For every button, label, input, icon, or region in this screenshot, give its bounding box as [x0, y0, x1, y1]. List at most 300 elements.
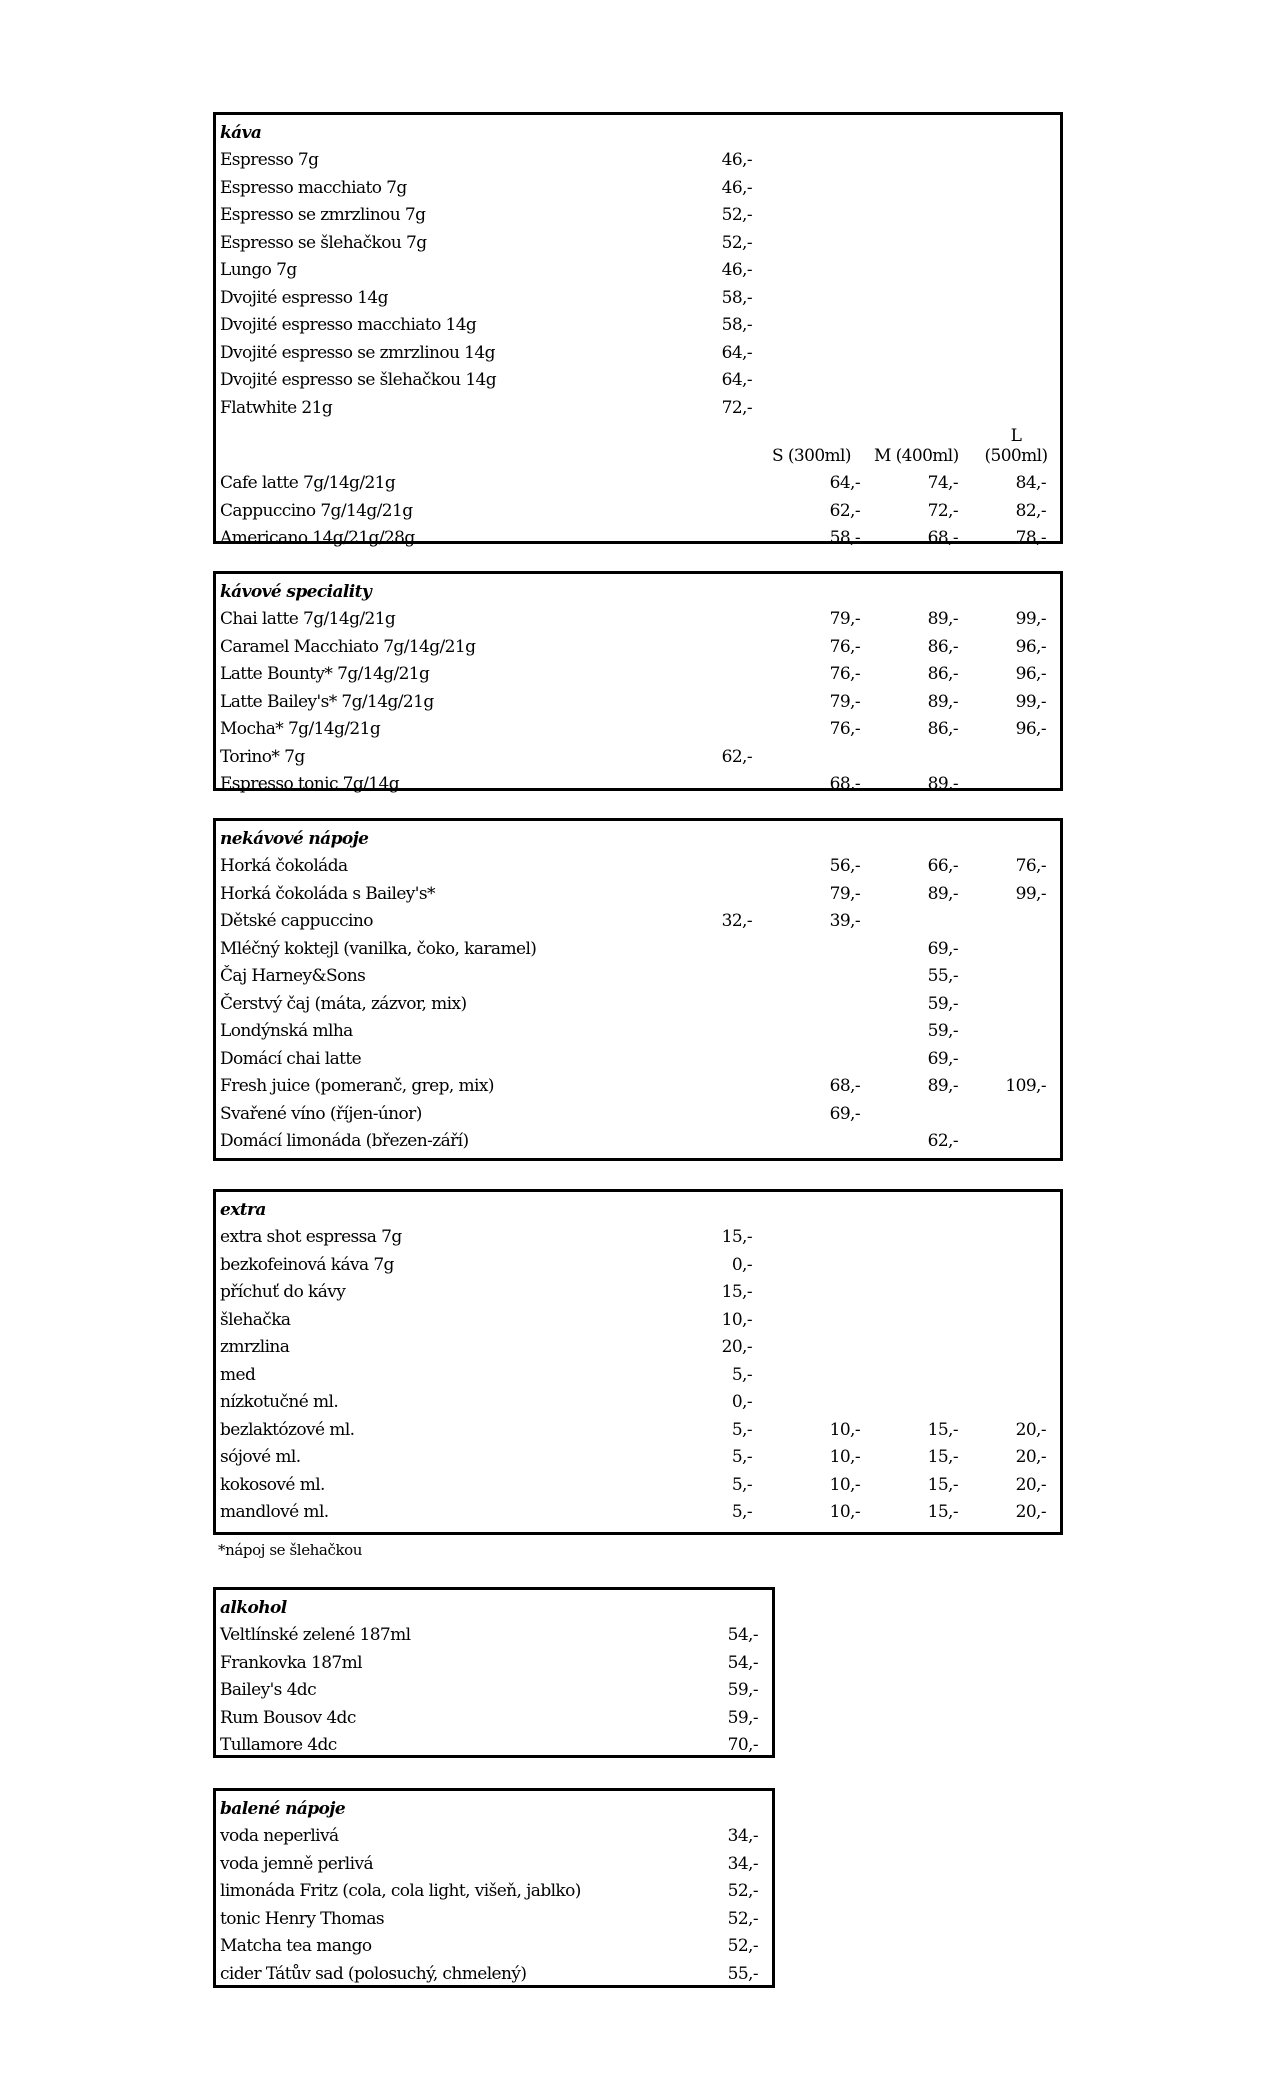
menu-item-row: [216, 308, 1060, 336]
price-base: 5,-: [731, 1419, 752, 1440]
price-medium: 86,-: [927, 719, 958, 739]
size-header-medium: M (400ml): [874, 445, 959, 466]
price-base: 5,-: [731, 1447, 752, 1467]
header-spacer: [706, 418, 766, 466]
menu-item-row: [216, 198, 1060, 226]
price-base: 20,-: [721, 1337, 752, 1357]
price-base: 52,-: [727, 1936, 758, 1956]
price-base: 62,-: [721, 746, 752, 767]
price-base: 15,-: [721, 1227, 752, 1247]
item-name: Fresh juice (pomeranč, grep, mix): [220, 1076, 494, 1096]
menu-item-row: [216, 931, 1060, 959]
price-small: [766, 198, 874, 226]
price-medium: 86,-: [927, 636, 958, 657]
price-small: 68,-: [829, 774, 860, 794]
item-name: Cappuccino 7g/14g/21g: [220, 500, 413, 521]
price-large: 84,-: [1015, 473, 1046, 493]
item-name: Frankovka 187ml: [220, 1652, 362, 1673]
price-medium: 89,-: [927, 691, 958, 712]
price-large: [972, 1247, 1060, 1275]
price-small: 69,-: [829, 1103, 860, 1124]
price-base: [706, 466, 766, 494]
price-base: 32,-: [721, 911, 752, 931]
price-small: [766, 1124, 874, 1152]
menu-item-row: [216, 959, 1060, 987]
price-base: [706, 684, 766, 712]
menu-item-row: [216, 1956, 772, 1984]
menu-item-row: [216, 1014, 1060, 1042]
price-large: [972, 1302, 1060, 1330]
price-small: [766, 225, 874, 253]
size-header-large-label: L: [1010, 425, 1022, 446]
specialities-table: [216, 574, 1060, 794]
menu-item-row: [216, 767, 1060, 795]
section-bottled: [213, 1788, 775, 1988]
item-name: Espresso macchiato 7g: [220, 177, 407, 198]
price-medium: 86,-: [927, 664, 958, 684]
item-name: Torino* 7g: [220, 746, 305, 767]
price-small: [766, 143, 874, 171]
price-small: 68,-: [829, 1076, 860, 1096]
section-title-row: [216, 1791, 772, 1819]
price-base: 5,-: [731, 1502, 752, 1522]
item-name: Mléčný koktejl (vanilka, čoko, karamel): [220, 938, 537, 959]
price-large: 82,-: [1015, 500, 1046, 521]
item-name: nízkotučné ml.: [220, 1392, 339, 1412]
extra-table: [216, 1192, 1060, 1522]
price-small: 76,-: [829, 636, 860, 657]
item-name: Horká čokoláda s Bailey's*: [220, 883, 435, 904]
kava-table: [216, 115, 1060, 548]
item-name: Flatwhite 21g: [220, 397, 333, 418]
price-base: 0,-: [731, 1392, 752, 1412]
section-specialities: [213, 571, 1063, 794]
price-base: 70,-: [727, 1735, 758, 1755]
price-large: [972, 363, 1060, 391]
price-medium: 72,-: [927, 500, 958, 521]
item-name: Americano 14g/21g/28g: [220, 528, 415, 548]
section-title-row: [216, 115, 1060, 143]
menu-item-row: [216, 1124, 1060, 1152]
price-medium: [874, 1275, 972, 1303]
menu-item-row: [216, 225, 1060, 253]
menu-item-row: [216, 1728, 772, 1756]
price-medium: 59,-: [927, 1021, 958, 1041]
price-base: 54,-: [727, 1625, 758, 1645]
price-large: 20,-: [1015, 1502, 1046, 1522]
price-base: 52,-: [727, 1881, 758, 1901]
price-large: [972, 198, 1060, 226]
price-medium: [874, 1385, 972, 1413]
menu-item-row: [216, 986, 1060, 1014]
price-large: [972, 225, 1060, 253]
menu-item-row: [216, 1645, 772, 1673]
price-large: [972, 904, 1060, 932]
price-medium: [874, 363, 972, 391]
price-base: [706, 767, 766, 795]
menu-item-row: [216, 712, 1060, 740]
price-small: [766, 390, 874, 418]
item-name: Svařené víno (říjen-únor): [220, 1103, 422, 1124]
price-large: [972, 1041, 1060, 1069]
price-small: [766, 1330, 874, 1358]
price-base: 64,-: [721, 342, 752, 363]
menu-item-row: [216, 170, 1060, 198]
item-name: tonic Henry Thomas: [220, 1908, 385, 1929]
price-medium: 15,-: [927, 1502, 958, 1522]
price-small: [766, 308, 874, 336]
price-base: [706, 1096, 766, 1124]
price-small: [766, 1302, 874, 1330]
price-medium: 15,-: [927, 1474, 958, 1495]
section-extra: [213, 1189, 1063, 1535]
menu-item-row: [216, 1467, 1060, 1495]
item-name: Čaj Harney&Sons: [220, 966, 366, 986]
section-title: extra: [220, 1199, 266, 1220]
section-alcohol: [213, 1587, 775, 1758]
item-name: Latte Bailey's* 7g/14g/21g: [220, 691, 434, 712]
price-base: [706, 849, 766, 877]
menu-item-row: [216, 1901, 772, 1929]
price-medium: 15,-: [927, 1447, 958, 1467]
item-name: Horká čokoláda: [220, 856, 348, 876]
price-medium: [874, 253, 972, 281]
item-name: zmrzlina: [220, 1337, 290, 1357]
price-medium: 89,-: [927, 1076, 958, 1096]
price-base: 59,-: [727, 1707, 758, 1728]
section-title-row: [216, 1590, 772, 1618]
price-medium: [874, 1357, 972, 1385]
price-medium: [874, 390, 972, 418]
item-name: Čerstvý čaj (máta, zázvor, mix): [220, 993, 467, 1014]
item-name: cider Tátův sad (polosuchý, chmelený): [220, 1963, 527, 1984]
price-base: [706, 1069, 766, 1097]
price-base: [706, 602, 766, 630]
price-small: [766, 280, 874, 308]
menu-item-row: [216, 739, 1060, 767]
menu-item-row: [216, 466, 1060, 494]
price-large: [972, 1124, 1060, 1152]
price-base: 46,-: [721, 150, 752, 170]
price-small: [766, 931, 874, 959]
price-base: 46,-: [721, 177, 752, 198]
price-medium: 89,-: [927, 774, 958, 794]
price-large: [972, 1275, 1060, 1303]
price-large: [972, 1330, 1060, 1358]
price-medium: 62,-: [927, 1131, 958, 1151]
price-base: [706, 712, 766, 740]
price-small: 39,-: [829, 911, 860, 931]
price-large: [972, 767, 1060, 795]
price-base: 34,-: [727, 1853, 758, 1874]
size-header-large-volume: (500ml): [984, 445, 1048, 466]
price-base: [706, 959, 766, 987]
price-large: [972, 959, 1060, 987]
price-medium: 55,-: [927, 966, 958, 986]
price-small: [766, 959, 874, 987]
price-small: [766, 1247, 874, 1275]
menu-item-row: [216, 143, 1060, 171]
item-name: Latte Bounty* 7g/14g/21g: [220, 664, 430, 684]
price-large: 96,-: [1015, 664, 1046, 684]
size-header-large: [972, 418, 1060, 466]
price-medium: 69,-: [927, 938, 958, 959]
price-small: [766, 1275, 874, 1303]
section-title-row: [216, 1192, 1060, 1220]
item-name: med: [220, 1364, 256, 1385]
price-large: 99,-: [1015, 883, 1046, 904]
price-base: 52,-: [721, 205, 752, 225]
menu-item-row: [216, 1220, 1060, 1248]
menu-item-row: [216, 1069, 1060, 1097]
item-name: voda jemně perlivá: [220, 1853, 374, 1874]
item-name: voda neperlivá: [220, 1826, 339, 1846]
price-large: [972, 390, 1060, 418]
price-base: 15,-: [721, 1282, 752, 1302]
price-medium: [874, 1096, 972, 1124]
price-medium: [874, 335, 972, 363]
price-large: [972, 986, 1060, 1014]
price-small: [766, 170, 874, 198]
item-name: sójové ml.: [220, 1447, 301, 1467]
item-name: Londýnská mlha: [220, 1021, 353, 1041]
section-title-row: [216, 574, 1060, 602]
price-small: 62,-: [829, 500, 860, 521]
price-large: 99,-: [1015, 609, 1046, 629]
price-base: [706, 521, 766, 549]
price-base: 64,-: [721, 370, 752, 390]
section-title: nekávové nápoje: [220, 828, 369, 849]
price-small: 76,-: [829, 719, 860, 739]
price-large: 20,-: [1015, 1419, 1046, 1440]
price-medium: 89,-: [927, 883, 958, 904]
menu-item-row: [216, 493, 1060, 521]
price-medium: 74,-: [927, 473, 958, 493]
price-medium: 66,-: [927, 856, 958, 876]
item-name: Mocha* 7g/14g/21g: [220, 719, 381, 739]
menu-item-row: [216, 1700, 772, 1728]
price-large: [972, 1096, 1060, 1124]
price-large: 20,-: [1015, 1474, 1046, 1495]
menu-item-row: [216, 1846, 772, 1874]
item-name: příchuť do kávy: [220, 1282, 346, 1302]
menu-item-row: [216, 1041, 1060, 1069]
header-spacer: [216, 418, 706, 466]
price-small: [766, 739, 874, 767]
menu-item-row: [216, 1385, 1060, 1413]
price-medium: [874, 739, 972, 767]
menu-item-row: [216, 253, 1060, 281]
price-base: 59,-: [727, 1680, 758, 1700]
item-name: Espresso se zmrzlinou 7g: [220, 205, 426, 225]
price-medium: [874, 170, 972, 198]
price-medium: [874, 308, 972, 336]
menu-item-row: [216, 876, 1060, 904]
price-medium: 69,-: [927, 1048, 958, 1069]
section-title: káva: [220, 122, 262, 143]
price-medium: [874, 1247, 972, 1275]
price-small: 10,-: [829, 1502, 860, 1522]
price-small: 56,-: [829, 856, 860, 876]
price-large: [972, 739, 1060, 767]
price-base: 54,-: [727, 1652, 758, 1673]
menu-item-row: [216, 1673, 772, 1701]
menu-item-row: [216, 602, 1060, 630]
price-base: [706, 931, 766, 959]
price-large: [972, 253, 1060, 281]
price-medium: [874, 1220, 972, 1248]
menu-item-row: [216, 1302, 1060, 1330]
section-kava: [213, 112, 1063, 548]
menu-item-row: [216, 849, 1060, 877]
price-medium: [874, 198, 972, 226]
price-large: 99,-: [1015, 691, 1046, 712]
item-name: Dvojité espresso macchiato 14g: [220, 315, 477, 335]
menu-item-row: [216, 1096, 1060, 1124]
price-base: [706, 986, 766, 1014]
price-small: 10,-: [829, 1474, 860, 1495]
price-base: 58,-: [721, 315, 752, 335]
menu-item-row: [216, 390, 1060, 418]
price-small: [766, 253, 874, 281]
item-name: Espresso se šlehačkou 7g: [220, 232, 427, 253]
price-large: [972, 308, 1060, 336]
price-base: [706, 1041, 766, 1069]
price-base: 10,-: [721, 1309, 752, 1330]
item-name: bezkofeinová káva 7g: [220, 1254, 394, 1275]
price-large: [972, 1220, 1060, 1248]
item-name: šlehačka: [220, 1309, 291, 1330]
price-base: [706, 493, 766, 521]
price-large: [972, 143, 1060, 171]
price-base: 34,-: [727, 1826, 758, 1846]
section-title: alkohol: [220, 1597, 287, 1618]
price-base: 0,-: [731, 1254, 752, 1275]
item-name: Veltlínské zelené 187ml: [220, 1625, 411, 1645]
section-title: balené nápoje: [220, 1798, 346, 1819]
price-base: [706, 1124, 766, 1152]
price-base: 72,-: [721, 397, 752, 418]
item-name: Lungo 7g: [220, 260, 297, 280]
price-small: [766, 1014, 874, 1042]
price-medium: [874, 143, 972, 171]
price-large: 76,-: [1015, 856, 1046, 876]
item-name: limonáda Fritz (cola, cola light, višeň, jablko): [220, 1881, 581, 1901]
menu-item-row: [216, 1357, 1060, 1385]
menu-item-row: [216, 1929, 772, 1957]
price-small: 10,-: [829, 1447, 860, 1467]
menu-item-row: [216, 1495, 1060, 1523]
price-base: [706, 1014, 766, 1042]
size-header-row: [216, 418, 1060, 466]
price-large: [972, 931, 1060, 959]
price-small: [766, 1385, 874, 1413]
menu-item-row: [216, 1275, 1060, 1303]
item-name: Dvojité espresso 14g: [220, 287, 388, 308]
price-small: [766, 1220, 874, 1248]
price-small: [766, 1041, 874, 1069]
menu-item-row: [216, 335, 1060, 363]
price-small: [766, 1357, 874, 1385]
item-name: Dvojité espresso se zmrzlinou 14g: [220, 342, 495, 363]
price-large: 78,-: [1015, 528, 1046, 548]
item-name: bezlaktózové ml.: [220, 1419, 355, 1440]
price-large: 96,-: [1015, 636, 1046, 657]
price-base: 58,-: [721, 287, 752, 308]
price-small: 64,-: [829, 473, 860, 493]
menu-item-row: [216, 280, 1060, 308]
size-header-small: S (300ml): [772, 445, 851, 466]
price-small: 79,-: [829, 609, 860, 629]
price-base: [706, 657, 766, 685]
price-medium: 68,-: [927, 528, 958, 548]
price-base: [706, 629, 766, 657]
item-name: Cafe latte 7g/14g/21g: [220, 473, 396, 493]
item-name: extra shot espressa 7g: [220, 1227, 402, 1247]
price-medium: [874, 904, 972, 932]
menu-item-row: [216, 629, 1060, 657]
non-coffee-table: [216, 821, 1060, 1151]
price-base: 52,-: [727, 1908, 758, 1929]
price-small: [766, 335, 874, 363]
price-small: 58,-: [829, 528, 860, 548]
menu-item-row: [216, 904, 1060, 932]
price-medium: [874, 280, 972, 308]
menu-item-row: [216, 1247, 1060, 1275]
section-title: kávové speciality: [220, 581, 372, 602]
price-large: [972, 280, 1060, 308]
price-large: [972, 170, 1060, 198]
price-base: 5,-: [731, 1474, 752, 1495]
price-large: [972, 1014, 1060, 1042]
item-name: kokosové ml.: [220, 1474, 325, 1495]
section-title-row: [216, 821, 1060, 849]
section-non-coffee: [213, 818, 1063, 1161]
menu-item-row: [216, 1412, 1060, 1440]
menu-item-row: [216, 521, 1060, 549]
menu-item-row: [216, 1618, 772, 1646]
menu-item-row: [216, 1874, 772, 1902]
menu-item-row: [216, 363, 1060, 391]
price-base: 55,-: [727, 1963, 758, 1984]
price-base: 52,-: [721, 232, 752, 253]
price-medium: [874, 1330, 972, 1358]
price-medium: 89,-: [927, 609, 958, 629]
item-name: Dvojité espresso se šlehačkou 14g: [220, 370, 497, 390]
price-large: 109,-: [1005, 1076, 1046, 1096]
item-name: Espresso 7g: [220, 150, 319, 170]
price-large: 96,-: [1015, 719, 1046, 739]
price-medium: 15,-: [927, 1419, 958, 1440]
item-name: Espresso tonic 7g/14g: [220, 774, 400, 794]
item-name: Domácí limonáda (březen-září): [220, 1131, 469, 1151]
price-small: 79,-: [829, 691, 860, 712]
menu-item-row: [216, 1330, 1060, 1358]
bottled-table: [216, 1791, 772, 1984]
price-small: 10,-: [829, 1419, 860, 1440]
price-small: [766, 986, 874, 1014]
menu-item-row: [216, 1440, 1060, 1468]
price-small: 76,-: [829, 664, 860, 684]
price-medium: 59,-: [927, 993, 958, 1014]
item-name: Tullamore 4dc: [220, 1735, 337, 1755]
price-small: 79,-: [829, 883, 860, 904]
price-medium: [874, 225, 972, 253]
item-name: Chai latte 7g/14g/21g: [220, 609, 396, 629]
price-large: 20,-: [1015, 1447, 1046, 1467]
item-name: Domácí chai latte: [220, 1048, 362, 1069]
price-base: [706, 876, 766, 904]
